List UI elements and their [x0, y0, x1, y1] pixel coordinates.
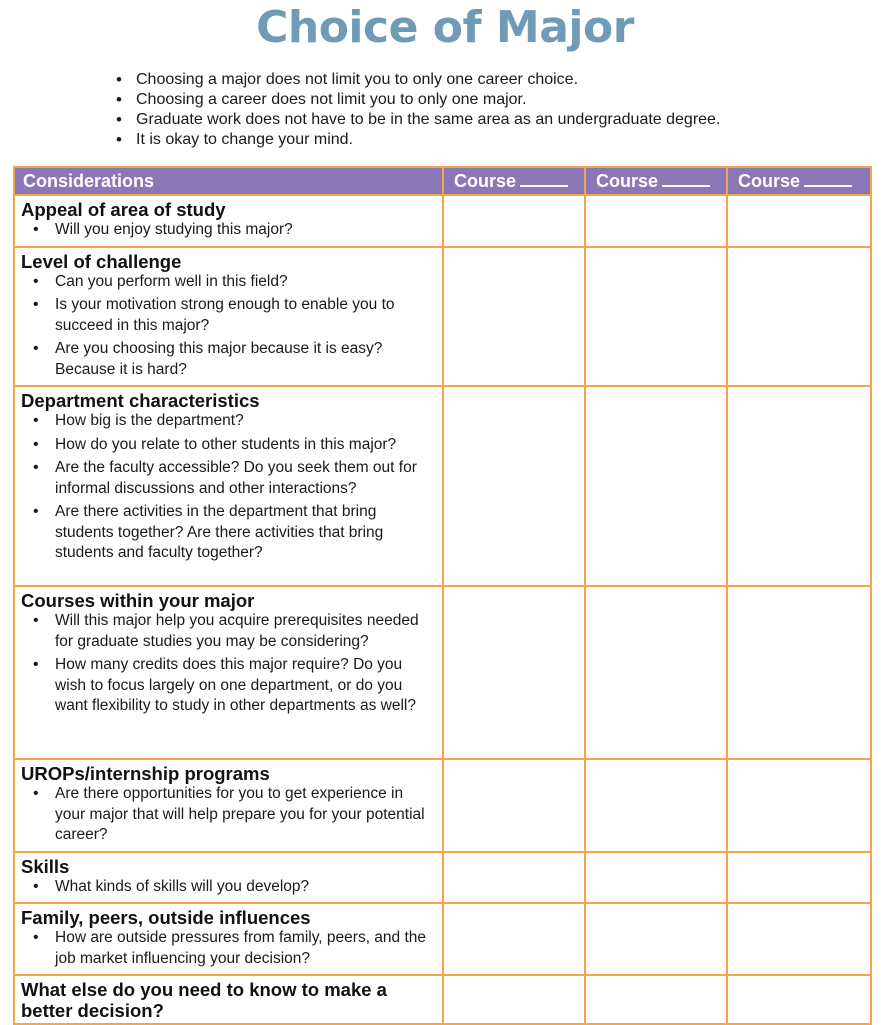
consideration-heading: Department characteristics [21, 390, 260, 411]
course-3-entry-cell[interactable] [727, 386, 871, 586]
question-list [21, 272, 434, 381]
question-item: • Are there activities in the department that bring students together? Are there activities that bring students and faculty together? [21, 502, 434, 564]
course-3-entry-cell[interactable] [727, 975, 871, 1024]
major-comparison-table [13, 166, 872, 1025]
consideration-cell [14, 247, 443, 387]
course-name-blank [662, 171, 710, 187]
question-item: • How are outside pressures from family, peers, and the job market influencing your decision? [21, 928, 434, 969]
consideration-heading: Family, peers, outside influences [21, 907, 311, 928]
question-item: • How many credits does this major require? Do you wish to focus largely on one department, or do you want flexibility to study in other departments as well? [21, 655, 434, 717]
consideration-heading: UROPs/internship programs [21, 763, 270, 784]
course-name-blank [804, 171, 852, 187]
intro-bullet: • Graduate work does not have to be in the same area as an undergraduate degree. [112, 110, 720, 130]
question-item: • Can you perform well in this field? [21, 272, 434, 293]
consideration-cell [14, 852, 443, 904]
course-1-entry-cell[interactable] [443, 903, 585, 975]
question-list [21, 220, 434, 241]
course-1-entry-cell[interactable] [443, 975, 585, 1024]
consideration-cell [14, 386, 443, 586]
course-1-entry-cell[interactable] [443, 759, 585, 852]
intro-bullet: • It is okay to change your mind. [112, 130, 720, 150]
course-2-entry-cell[interactable] [585, 852, 727, 904]
question-list [21, 411, 434, 564]
course-2-entry-cell[interactable] [585, 759, 727, 852]
course-2-entry-cell[interactable] [585, 586, 727, 759]
question-item: • How do you relate to other students in this major? [21, 435, 434, 456]
question-item: • Are you choosing this major because it is easy? Because it is hard? [21, 339, 434, 380]
table-row [14, 852, 871, 904]
course-1-entry-cell[interactable] [443, 852, 585, 904]
consideration-cell [14, 759, 443, 852]
course-2-entry-cell[interactable] [585, 903, 727, 975]
course-1-entry-cell[interactable] [443, 386, 585, 586]
course-3-entry-cell[interactable] [727, 759, 871, 852]
consideration-cell [14, 195, 443, 247]
consideration-heading: Level of challenge [21, 250, 182, 272]
course-1-entry-cell[interactable] [443, 586, 585, 759]
consideration-heading: Courses within your major [21, 590, 255, 611]
table-row [14, 759, 871, 852]
consideration-heading: What else do you need to know to make a better decision? [21, 979, 387, 1021]
question-item: • Will you enjoy studying this major? [21, 220, 434, 241]
header-course-2: Course [585, 167, 727, 195]
course-3-entry-cell[interactable] [727, 195, 871, 247]
consideration-heading: Appeal of area of study [21, 199, 226, 220]
question-item: • Are the faculty accessible? Do you seek them out for informal discussions and other interactions? [21, 458, 434, 499]
consideration-cell [14, 586, 443, 759]
consideration-heading: Skills [21, 855, 70, 877]
course-1-entry-cell[interactable] [443, 247, 585, 387]
question-list [21, 784, 434, 846]
course-1-entry-cell[interactable] [443, 195, 585, 247]
table-row [14, 586, 871, 759]
table-row [14, 195, 871, 247]
course-3-entry-cell[interactable] [727, 247, 871, 387]
intro-bullet-list [112, 70, 720, 150]
course-name-blank [520, 171, 568, 187]
header-considerations: Considerations [14, 167, 443, 195]
course-3-entry-cell[interactable] [727, 586, 871, 759]
table-row [14, 903, 871, 975]
header-course-1: Course [443, 167, 585, 195]
question-item: • Are there opportunities for you to get experience in your major that will help prepare you for your potential career? [21, 784, 434, 846]
course-3-entry-cell[interactable] [727, 852, 871, 904]
course-2-entry-cell[interactable] [585, 975, 727, 1024]
table-row [14, 386, 871, 586]
table-header-row [14, 167, 871, 195]
course-3-entry-cell[interactable] [727, 903, 871, 975]
question-list [21, 877, 434, 898]
course-2-entry-cell[interactable] [585, 247, 727, 387]
table-row [14, 975, 871, 1024]
course-2-entry-cell[interactable] [585, 195, 727, 247]
intro-bullet: • Choosing a major does not limit you to only one career choice. [112, 70, 720, 90]
consideration-cell [14, 903, 443, 975]
table-row [14, 247, 871, 387]
question-item: • How big is the department? [21, 411, 434, 432]
question-list [21, 611, 434, 717]
question-item: • Is your motivation strong enough to enable you to succeed in this major? [21, 295, 434, 336]
question-item: • Will this major help you acquire prerequisites needed for graduate studies you may be considering? [21, 611, 434, 652]
course-2-entry-cell[interactable] [585, 386, 727, 586]
question-list [21, 928, 434, 969]
intro-bullet: • Choosing a career does not limit you to only one major. [112, 90, 720, 110]
header-course-3: Course [727, 167, 871, 195]
question-item: • What kinds of skills will you develop? [21, 877, 434, 898]
page-title: Choice of Major [256, 2, 634, 53]
consideration-cell [14, 975, 443, 1024]
